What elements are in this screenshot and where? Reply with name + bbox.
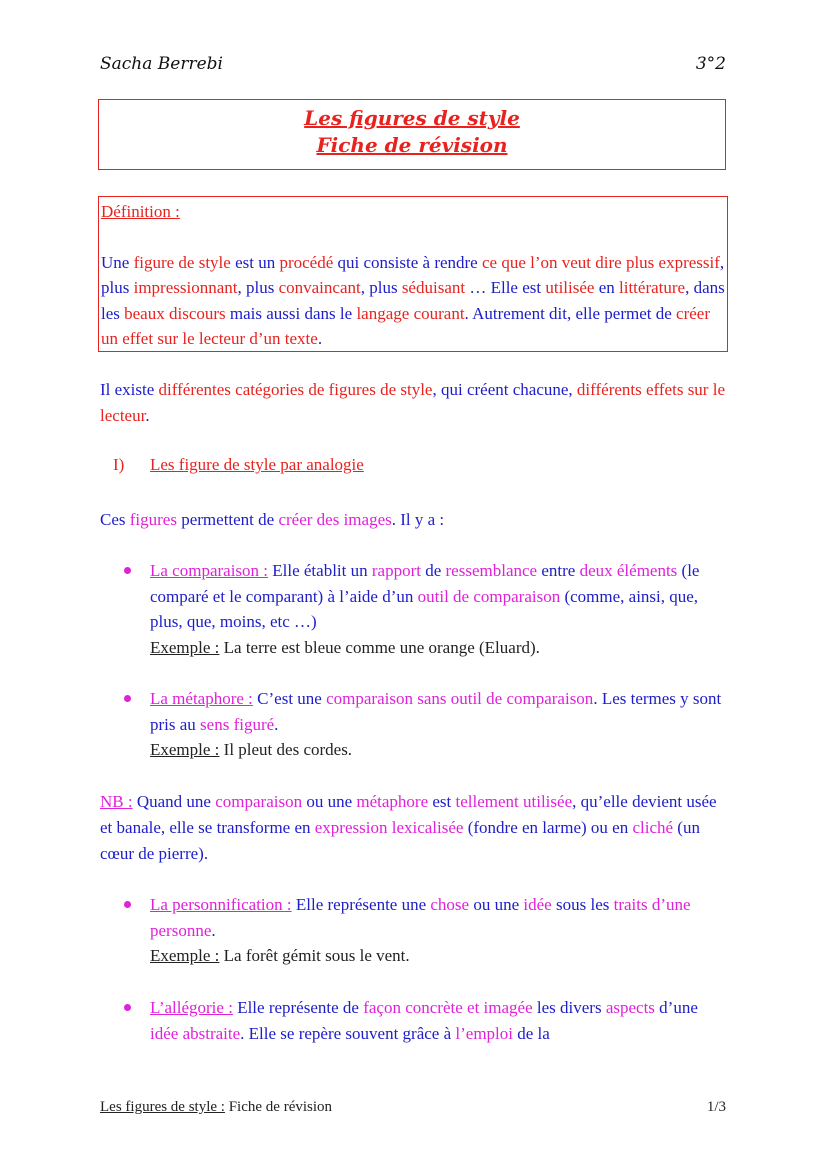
example-label: Exemple : bbox=[150, 637, 220, 657]
document-title: Les figures de style bbox=[304, 106, 520, 130]
definition-box bbox=[98, 196, 728, 352]
author-name: Sacha Berrebi bbox=[100, 54, 223, 74]
term-label: La personnification : bbox=[150, 895, 292, 914]
section-title: Les figure de style par analogie bbox=[150, 455, 364, 474]
text-span: C’est une bbox=[252, 689, 327, 708]
text-span: séduisant bbox=[401, 278, 466, 297]
text-span: langage courant bbox=[356, 303, 465, 323]
text-span: métaphore bbox=[356, 792, 429, 811]
text-span: procédé bbox=[279, 252, 334, 272]
text-span: , dans les bbox=[101, 278, 725, 323]
definition-heading: Définition : bbox=[101, 202, 180, 221]
text-span: figures bbox=[129, 510, 177, 529]
text-span: ce que l’on veut dire plus expressif bbox=[481, 252, 720, 272]
text-span: Elle établit un bbox=[268, 561, 372, 580]
section-number: I) bbox=[113, 455, 125, 474]
text-span: . bbox=[317, 329, 323, 348]
text-span: d’une bbox=[654, 998, 698, 1017]
text-span: créer des images bbox=[278, 510, 392, 529]
text-span: permettent de bbox=[176, 510, 279, 529]
text-span: Quand une bbox=[132, 792, 216, 811]
text-span: impressionnant bbox=[133, 278, 238, 297]
text-span: (le comparé et le comparant) à l’aide d’un bbox=[150, 561, 700, 606]
text-span: traits d’une personne bbox=[150, 895, 691, 940]
text-span: (un cœur de pierre). bbox=[100, 818, 700, 863]
text-span: différentes catégories de figures de style bbox=[158, 380, 433, 399]
text-span: cliché bbox=[632, 818, 674, 837]
text-span: , qui créent chacune, bbox=[432, 380, 577, 399]
text-span: façon concrète et imagée bbox=[363, 998, 533, 1017]
text-span: entre bbox=[537, 561, 580, 580]
class-label: 3°2 bbox=[695, 54, 726, 74]
bullet-icon bbox=[124, 1004, 131, 1011]
example-text: La terre est bleue comme une orange (Eluard). bbox=[219, 637, 540, 657]
text-span: Elle représente une bbox=[291, 895, 431, 914]
bullet-icon bbox=[124, 567, 131, 574]
text-span: créer un effet sur le lecteur d’un texte bbox=[101, 303, 711, 348]
text-span: ou une bbox=[302, 792, 357, 811]
list-item-metaphore bbox=[150, 686, 730, 763]
definition-text bbox=[101, 250, 727, 352]
example-label: Exemple : bbox=[150, 740, 220, 759]
text-span: . Autrement dit, elle permet de bbox=[464, 303, 677, 323]
bullet-icon bbox=[124, 695, 131, 702]
lead-paragraph bbox=[100, 507, 725, 533]
term-label: La métaphore : bbox=[150, 689, 253, 708]
text-span: , plus bbox=[360, 278, 402, 297]
text-span: est bbox=[428, 792, 456, 811]
list-item-personnification bbox=[150, 892, 730, 969]
bullet-icon bbox=[124, 901, 131, 908]
text-span: (comme, ainsi, que, plus, que, moins, etc …) bbox=[150, 586, 699, 631]
footer-title: Les figures de style : bbox=[100, 1099, 225, 1115]
page-number: 1/3 bbox=[706, 1099, 726, 1115]
text-span: chose bbox=[430, 895, 470, 914]
text-span: différents effets sur le lecteur bbox=[100, 380, 725, 425]
text-span: Une bbox=[101, 252, 134, 272]
footer-subtitle: Fiche de révision bbox=[224, 1099, 333, 1115]
text-span: Ces bbox=[100, 510, 130, 529]
text-span: aspects bbox=[605, 998, 655, 1017]
text-span: rapport bbox=[371, 561, 421, 580]
text-span: . bbox=[145, 406, 150, 425]
text-span: Il existe bbox=[100, 380, 159, 399]
nb-paragraph bbox=[100, 789, 725, 867]
text-span: utilisée bbox=[545, 278, 595, 297]
text-span: figure de style bbox=[133, 252, 231, 272]
text-span: idée abstraite bbox=[150, 1023, 241, 1043]
example-text: Il pleut des cordes. bbox=[219, 740, 353, 759]
title-box bbox=[98, 99, 726, 170]
text-span: . Elle se repère souvent grâce à bbox=[240, 1023, 456, 1043]
text-span: en bbox=[594, 278, 620, 297]
text-span: littérature bbox=[619, 278, 686, 297]
text-span: sens figuré bbox=[200, 714, 275, 734]
text-span: comparaison bbox=[215, 792, 303, 811]
text-span: ressemblance bbox=[445, 561, 538, 580]
text-span: . Les termes y sont pris au bbox=[150, 689, 722, 734]
intro-paragraph bbox=[100, 377, 725, 429]
text-span: , qu’elle devient usée et banale, elle se transforme en bbox=[100, 792, 717, 837]
text-span: … Elle est bbox=[465, 278, 546, 297]
list-item-allegorie bbox=[150, 995, 730, 1046]
text-span: . bbox=[211, 920, 216, 940]
text-span: . Il y a : bbox=[391, 510, 445, 529]
text-span: comparaison sans outil de comparaison bbox=[326, 689, 594, 708]
text-span: de bbox=[420, 561, 446, 580]
example-text: La forêt gémit sous le vent. bbox=[219, 946, 410, 965]
nb-label: NB : bbox=[100, 792, 133, 811]
footer bbox=[100, 1099, 332, 1116]
text-span: convaincant bbox=[278, 278, 361, 297]
text-span: idée bbox=[523, 895, 552, 914]
text-span: qui consiste à rendre bbox=[333, 252, 482, 272]
text-span: outil de comparaison bbox=[417, 586, 561, 606]
text-span: de la bbox=[513, 1023, 550, 1043]
text-span: deux éléments bbox=[579, 561, 678, 580]
text-span: l’emploi bbox=[455, 1023, 513, 1043]
text-span: sous les bbox=[551, 895, 614, 914]
text-span: beaux discours bbox=[124, 303, 226, 323]
text-span: mais aussi dans le bbox=[225, 303, 357, 323]
text-span: , plus bbox=[101, 252, 725, 297]
document-subtitle: Fiche de révision bbox=[316, 133, 508, 157]
list-item-comparaison bbox=[150, 558, 730, 660]
text-span: (fondre en larme) ou en bbox=[463, 818, 633, 837]
text-span: Elle représente de bbox=[232, 998, 364, 1017]
text-span: ou une bbox=[469, 895, 524, 914]
term-label: La comparaison : bbox=[150, 561, 269, 580]
term-label: L’allégorie : bbox=[150, 998, 233, 1017]
text-span: est un bbox=[230, 252, 280, 272]
text-span: les divers bbox=[532, 998, 606, 1017]
text-span: expression lexicalisée bbox=[314, 818, 464, 837]
example-label: Exemple : bbox=[150, 946, 220, 965]
text-span: . bbox=[274, 714, 279, 734]
text-span: tellement utilisée bbox=[455, 792, 573, 811]
text-span: , plus bbox=[237, 278, 279, 297]
